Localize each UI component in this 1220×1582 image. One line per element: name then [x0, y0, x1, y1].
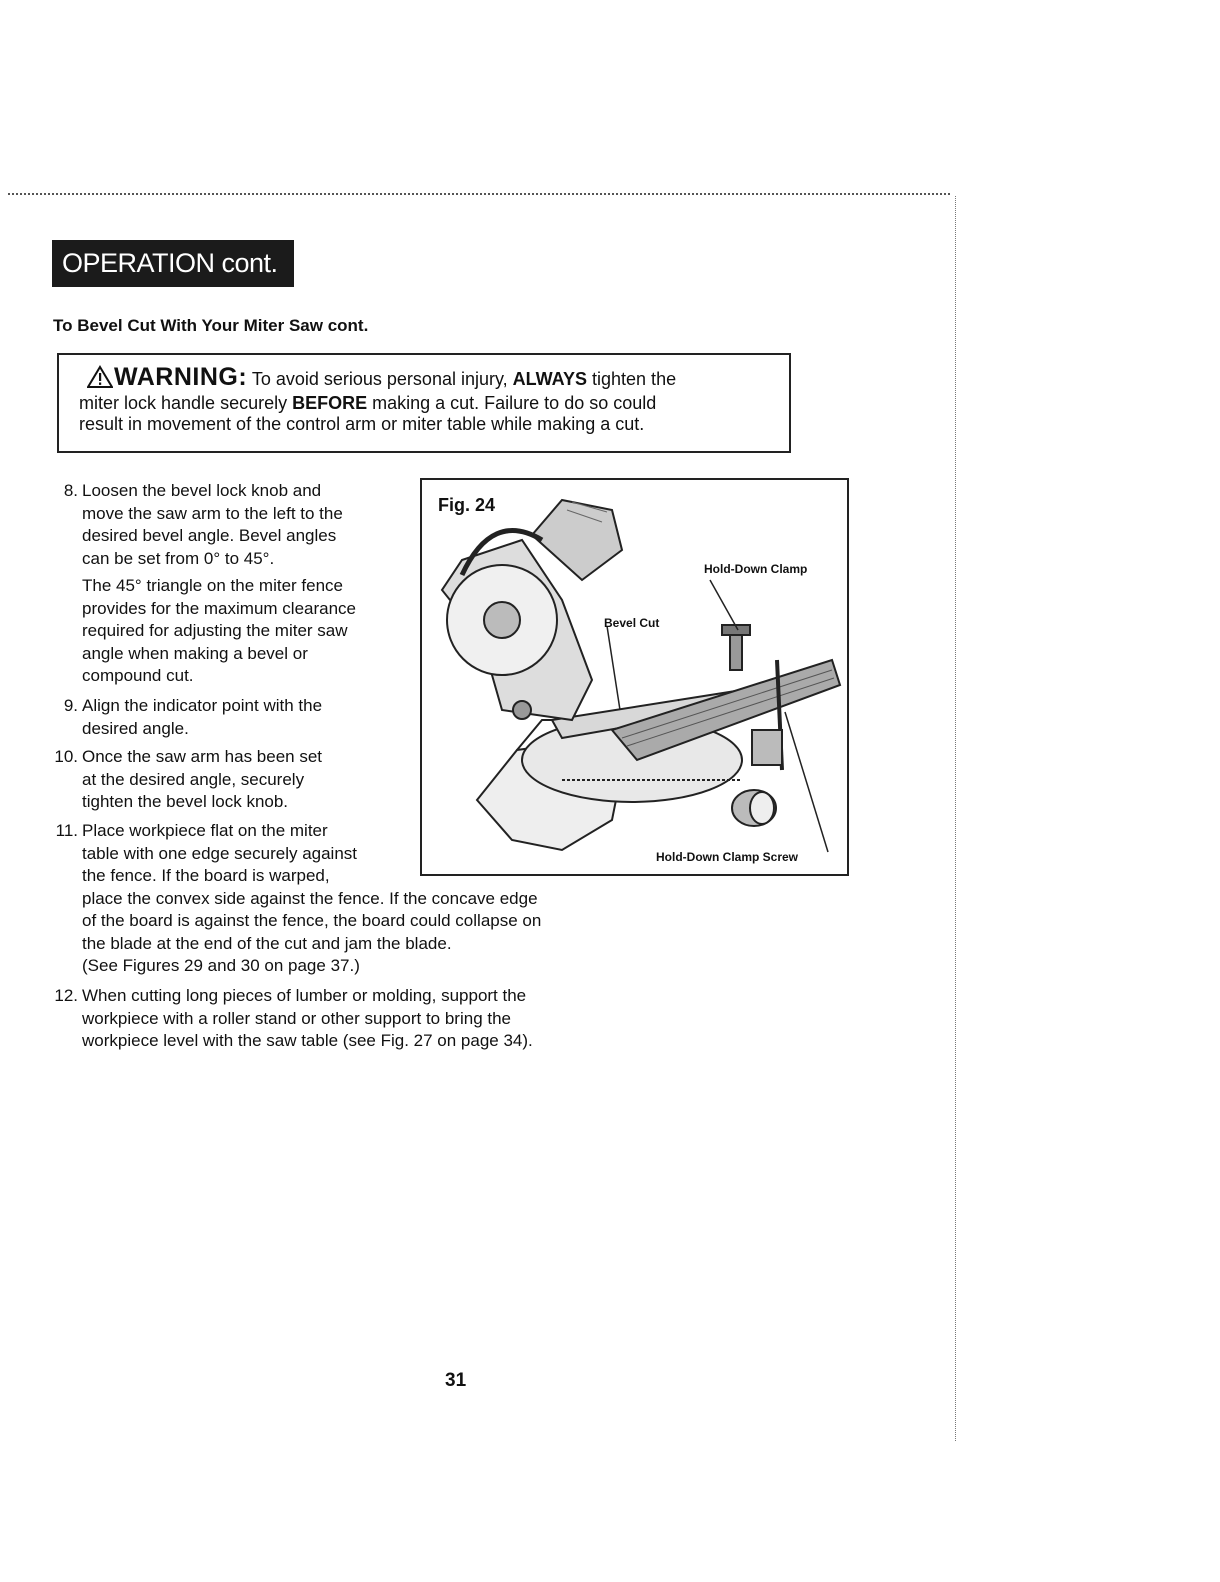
step-line: The 45° triangle on the miter fence — [82, 576, 344, 595]
step-number: 10. — [54, 747, 78, 766]
callout-hold-down-clamp: Hold-Down Clamp — [704, 562, 808, 576]
step-line: Place workpiece flat on the miter — [82, 821, 328, 840]
step-line: desired angle. — [82, 718, 189, 738]
step-line: of the board is against the fence, the board could collapse on — [82, 911, 542, 930]
callout-hold-down-clamp-screw: Hold-Down Clamp Screw — [656, 850, 799, 864]
section-tab: OPERATION cont. — [52, 240, 294, 287]
callout-bevel-cut: Bevel Cut — [604, 616, 660, 630]
warning-line-1 — [87, 365, 779, 393]
step-line: desired bevel angle. Bevel angles — [82, 526, 337, 545]
step-line: the fence. If the board is warped, — [82, 866, 330, 885]
step-line: workpiece level with the saw table (see Fig. 27 on page 34). — [82, 1031, 533, 1050]
step-line: move the saw arm to the left to the — [82, 503, 343, 523]
step-line: Loosen the bevel lock knob and — [82, 481, 322, 500]
step-line: Once the saw arm has been set — [82, 747, 323, 766]
warning-line-3: result in movement of the control arm or miter table while making a cut. — [79, 414, 645, 434]
step-line: angle when making a bevel or — [82, 643, 308, 663]
step-line: at the desired angle, securely — [82, 769, 305, 789]
step-line: Align the indicator point with the — [82, 696, 323, 715]
step-text — [82, 695, 422, 740]
warning-triangle-icon — [87, 365, 113, 393]
section-subheading: To Bevel Cut With Your Miter Saw cont. — [53, 316, 369, 335]
miter-saw-illustration — [422, 480, 847, 874]
step-line: table with one edge securely against — [82, 843, 358, 863]
warning-emphasis: ALWAYS — [512, 369, 588, 389]
warning-text: making a cut. Failure to do so could — [367, 393, 657, 413]
warning-text: tighten the — [587, 369, 677, 389]
figure-24 — [420, 478, 849, 876]
step-text — [82, 480, 422, 570]
warning-word: WARNING: — [114, 363, 248, 391]
step-text — [82, 575, 422, 688]
step-line: required for adjusting the miter saw — [82, 621, 348, 640]
step-line: provides for the maximum clearance — [82, 598, 357, 618]
warning-text: To avoid serious personal injury, — [251, 369, 513, 389]
step-line: compound cut. — [82, 666, 194, 685]
top-dotted-rule — [8, 193, 950, 195]
warning-text: miter lock handle securely — [79, 393, 293, 413]
right-margin-rule — [955, 196, 956, 1441]
step-line: When cutting long pieces of lumber or molding, support the — [82, 986, 527, 1005]
step-text — [82, 746, 422, 814]
warning-line-2 — [79, 393, 779, 414]
step-text — [82, 985, 682, 1053]
warning-emphasis: BEFORE — [292, 393, 368, 413]
step-line: tighten the bevel lock knob. — [82, 792, 289, 811]
figure-label: Fig. 24 — [438, 495, 496, 515]
step-number: 11. — [55, 821, 78, 840]
step-number: 8. — [63, 481, 78, 500]
step-line: (See Figures 29 and 30 on page 37.) — [82, 956, 360, 975]
step-line: place the convex side against the fence. If the concave edge — [82, 888, 538, 908]
step-line: workpiece with a roller stand or other support to bring the — [82, 1008, 512, 1028]
step-line: the blade at the end of the cut and jam the blade. — [82, 933, 452, 953]
step-number: 9. — [63, 696, 78, 715]
step-line: can be set from 0° to 45°. — [82, 548, 275, 568]
step-number: 12. — [54, 986, 78, 1005]
warning-box — [57, 353, 791, 453]
page-number: 31 — [445, 1370, 467, 1391]
